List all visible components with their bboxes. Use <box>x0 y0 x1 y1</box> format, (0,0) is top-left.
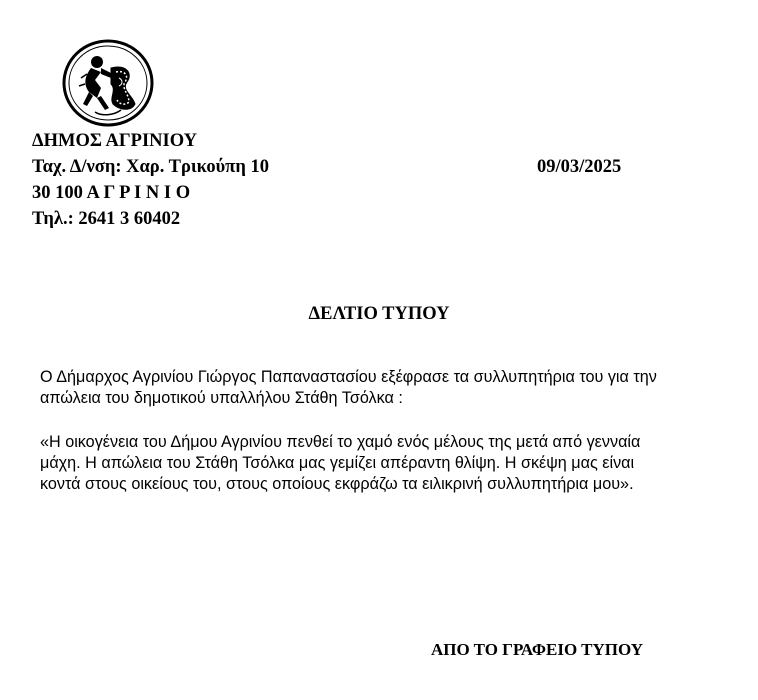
press-office-signature: ΑΠΟ ΤΟ ΓΡΑΦΕΙΟ ΤΥΠΟΥ <box>431 640 644 659</box>
paragraph-intro <box>40 367 740 409</box>
postal-address: Ταχ. Δ/νση: Χαρ. Τρικούπη 10 <box>32 157 269 177</box>
municipal-seal-icon <box>61 38 155 128</box>
paragraph-quote-line-3: κοντά στους οικείους του, στους οποίους εκφράζω τα ειλικρινή συλλυπητήρια μου». <box>40 475 634 493</box>
paragraph-quote-line-2: μάχη. Η απώλεια του Στάθη Τσόλκα μας γεμίζει απέραντη θλίψη. Η σκέψη μας είναι <box>40 454 635 472</box>
paragraph-intro-line-1: Ο Δήμαρχος Αγρινίου Γιώργος Παπαναστασίου εξέφρασε τα συλλυπητήρια του για την <box>40 368 657 386</box>
letterhead <box>32 128 269 232</box>
postal-code-city: 30 100 Α Γ Ρ Ι Ν Ι Ο <box>32 183 191 203</box>
paragraph-quote <box>40 432 740 495</box>
document-title-text: ΔΕΛΤΙΟ ΤΥΠΟΥ <box>308 304 450 324</box>
organization-name: ΔΗΜΟΣ ΑΓΡΙΝΙΟΥ <box>32 131 198 151</box>
phone-number: Τηλ.: 2641 3 60402 <box>32 209 181 229</box>
paragraph-quote-line-1: «Η οικογένεια του Δήμου Αγρινίου πενθεί το χαμό ενός μέλους της μετά από γενναία <box>40 433 641 451</box>
document-date: 09/03/2025 <box>537 157 622 177</box>
paragraph-intro-line-2: απώλεια του δημοτικού υπαλλήλου Στάθη Τσόλκα : <box>40 389 403 407</box>
document-title <box>0 301 758 327</box>
